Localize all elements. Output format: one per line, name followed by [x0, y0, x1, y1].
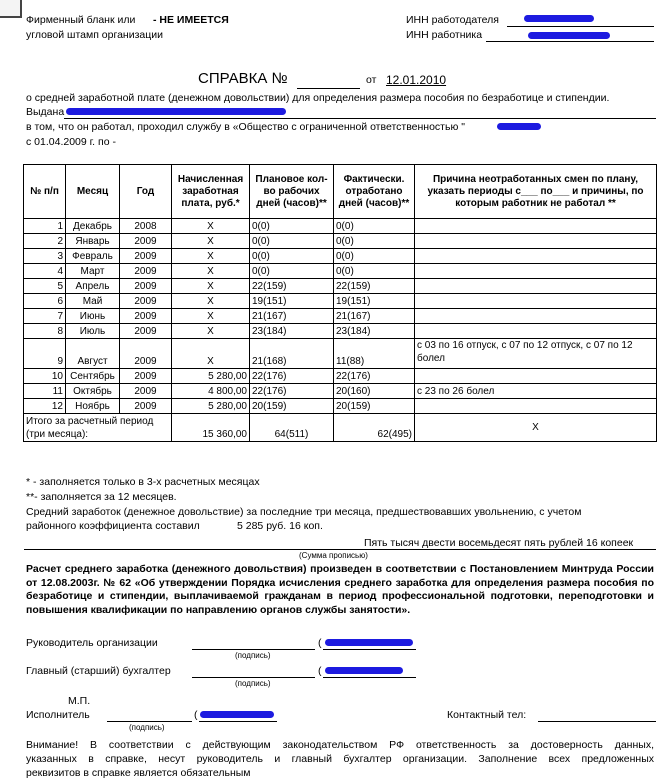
row-year: 2009 — [120, 279, 172, 294]
table-row — [24, 264, 657, 279]
row-accrued: 4 800,00 — [172, 384, 250, 399]
director-name-paren: ( — [318, 637, 322, 649]
row-reason — [415, 219, 657, 234]
stamp-mp-label: М.П. — [68, 695, 91, 707]
amount-in-words: Пять тысяч двести восемьдесят пять рублей 16 копеек — [364, 537, 634, 549]
row-planned: 19(151) — [250, 294, 334, 309]
row-reason: с 23 по 26 болел — [415, 384, 657, 399]
table-row — [24, 399, 657, 414]
issued-name-redaction — [66, 108, 286, 115]
issued-line — [64, 118, 656, 119]
executor-name-line — [199, 721, 277, 722]
inn-employer-redaction — [524, 15, 594, 22]
row-reason — [415, 249, 657, 264]
note-twelve-months: **- заполняется за 12 месяцев. — [26, 491, 177, 503]
warning-line2: указанных в справке, несут руководитель и главный бухгалтер организации. Заполнение всех предложенных — [26, 753, 654, 765]
accountant-name-redaction — [325, 667, 403, 674]
row-accrued: Х — [172, 294, 250, 309]
director-name-redaction — [325, 639, 413, 646]
since-text: с 01.04.2009 г. по - — [26, 136, 116, 148]
executor-signature-line — [107, 721, 192, 722]
row-planned: 0(0) — [250, 219, 334, 234]
row-year: 2009 — [120, 309, 172, 324]
amount-words-caption: (Сумма прописью) — [299, 551, 368, 560]
row-month: Апрель — [66, 279, 120, 294]
row-num: 6 — [24, 294, 66, 309]
row-month: Октябрь — [66, 384, 120, 399]
row-accrued: Х — [172, 249, 250, 264]
average-salary-value: 5 285 руб. 16 коп. — [237, 520, 323, 532]
row-planned: 21(168) — [250, 339, 334, 369]
inn-employer-label: ИНН работодателя — [406, 14, 499, 26]
calculation-basis-text: Расчет среднего заработка (денежного довольствия) произведен в соответствии с Постановлением Минтруда России от 12.08.2003г. № 62 «Об утверждении Порядка исчисления среднего заработка для определения размера пособия по безработице и стипендии, выплачиваемой гражданам в период профессиональной подготовки, переподготовки и повышения квалификации по направлению органов службы занятости». — [26, 563, 654, 616]
executor-signature-caption: (подпись) — [129, 723, 165, 732]
accountant-label: Главный (старший) бухгалтер — [26, 665, 171, 677]
table-row — [24, 384, 657, 399]
contact-phone-line — [538, 721, 656, 722]
stamp-label: угловой штамп организации — [26, 29, 163, 41]
row-month: Июнь — [66, 309, 120, 324]
row-reason — [415, 309, 657, 324]
accountant-name-paren: ( — [318, 665, 322, 677]
certificate-date: 12.01.2010 — [386, 73, 447, 87]
row-actual: 20(159) — [334, 399, 415, 414]
row-actual: 11(88) — [334, 339, 415, 369]
row-year: 2008 — [120, 219, 172, 234]
row-year: 2009 — [120, 339, 172, 369]
director-signature-caption: (подпись) — [235, 651, 271, 660]
row-accrued: Х — [172, 234, 250, 249]
note-three-months: * - заполняется только в 3-х расчетных месяцах — [26, 476, 260, 488]
executor-name-paren: ( — [194, 709, 198, 721]
row-accrued: Х — [172, 279, 250, 294]
director-name-line — [323, 649, 416, 650]
total-actual: 62(495) — [334, 414, 415, 442]
total-accrued: 15 360,00 — [172, 414, 250, 442]
row-reason — [415, 369, 657, 384]
table-row — [24, 324, 657, 339]
amount-words-line — [24, 549, 656, 550]
window-corner-button[interactable] — [0, 0, 22, 18]
row-reason — [415, 399, 657, 414]
table-total-row — [24, 414, 657, 442]
letterhead-label: Фирменный бланк или — [26, 14, 136, 26]
header-accrued: Начисленная заработная плата, руб.* — [172, 165, 250, 219]
accountant-name-line — [323, 677, 416, 678]
row-month: Декабрь — [66, 219, 120, 234]
table-row — [24, 279, 657, 294]
average-salary-line1: Средний заработок (денежное довольствие) за последние три месяца, предшествовавших увольнению, с учетом — [26, 506, 582, 518]
row-reason — [415, 324, 657, 339]
row-planned: 0(0) — [250, 264, 334, 279]
row-reason — [415, 294, 657, 309]
row-year: 2009 — [120, 384, 172, 399]
table-row — [24, 339, 657, 369]
director-signature-line — [192, 649, 315, 650]
inn-employee-redaction — [528, 32, 610, 39]
row-year: 2009 — [120, 249, 172, 264]
row-year: 2009 — [120, 399, 172, 414]
row-actual: 21(167) — [334, 309, 415, 324]
row-accrued: 5 280,00 — [172, 399, 250, 414]
certificate-number-line — [297, 88, 360, 89]
certificate-title: СПРАВКА № — [198, 70, 288, 87]
header-num: № п/п — [24, 165, 66, 219]
row-actual: 20(160) — [334, 384, 415, 399]
inn-employer-line — [507, 26, 654, 27]
average-salary-line2: районного коэффициента составил — [26, 520, 200, 532]
row-actual: 0(0) — [334, 219, 415, 234]
row-accrued: Х — [172, 324, 250, 339]
header-planned: Плановое кол-во рабочих дней (часов)** — [250, 165, 334, 219]
row-num: 3 — [24, 249, 66, 264]
row-actual: 0(0) — [334, 249, 415, 264]
header-actual: Фактически. отработано дней (часов)** — [334, 165, 415, 219]
row-actual: 23(184) — [334, 324, 415, 339]
date-prefix: от — [366, 74, 377, 86]
warning-line1: Внимание! В соответствии с действующим законодательством РФ ответственность за достоверность данных, — [26, 739, 654, 751]
row-accrued: Х — [172, 219, 250, 234]
row-month: Ноябрь — [66, 399, 120, 414]
row-planned: 0(0) — [250, 249, 334, 264]
letterhead-value: - НЕ ИМЕЕТСЯ — [153, 14, 229, 26]
row-reason — [415, 234, 657, 249]
header-month: Месяц — [66, 165, 120, 219]
row-actual: 22(159) — [334, 279, 415, 294]
total-planned: 64(511) — [250, 414, 334, 442]
row-actual: 0(0) — [334, 264, 415, 279]
issued-label: Выдана — [26, 106, 65, 118]
executor-name-redaction — [200, 711, 274, 718]
row-planned: 22(176) — [250, 369, 334, 384]
row-month: Май — [66, 294, 120, 309]
company-name-redaction — [497, 123, 541, 130]
row-planned: 0(0) — [250, 234, 334, 249]
row-num: 1 — [24, 219, 66, 234]
row-planned: 20(159) — [250, 399, 334, 414]
inn-employee-label: ИНН работника — [406, 29, 483, 41]
table-row — [24, 294, 657, 309]
salary-table — [23, 164, 657, 442]
certificate-subject: о средней заработной плате (денежном довольствии) для определения размера пособия по безработице и стипендии. — [26, 92, 610, 104]
row-month: Август — [66, 339, 120, 369]
row-num: 8 — [24, 324, 66, 339]
row-actual: 22(176) — [334, 369, 415, 384]
row-actual: 19(151) — [334, 294, 415, 309]
table-row — [24, 219, 657, 234]
accountant-signature-caption: (подпись) — [235, 679, 271, 688]
contact-phone-label: Контактный тел: — [447, 709, 527, 721]
row-planned: 22(159) — [250, 279, 334, 294]
row-year: 2009 — [120, 264, 172, 279]
row-num: 9 — [24, 339, 66, 369]
accountant-signature-line — [192, 677, 315, 678]
row-month: Февраль — [66, 249, 120, 264]
row-num: 5 — [24, 279, 66, 294]
row-reason — [415, 279, 657, 294]
row-accrued: 5 280,00 — [172, 369, 250, 384]
table-row — [24, 309, 657, 324]
header-reason: Причина неотработанных смен по плану, указать периоды с___ по___ и причины, по которым работник не работал ** — [415, 165, 657, 219]
row-planned: 23(184) — [250, 324, 334, 339]
total-reason: Х — [415, 414, 657, 442]
row-planned: 21(167) — [250, 309, 334, 324]
row-num: 11 — [24, 384, 66, 399]
row-num: 12 — [24, 399, 66, 414]
row-actual: 0(0) — [334, 234, 415, 249]
header-year: Год — [120, 165, 172, 219]
table-row — [24, 369, 657, 384]
row-accrued: Х — [172, 339, 250, 369]
row-month: Июль — [66, 324, 120, 339]
row-num: 7 — [24, 309, 66, 324]
row-num: 10 — [24, 369, 66, 384]
row-month: Январь — [66, 234, 120, 249]
worked-text: в том, что он работал, проходил службу в «Общество с ограниченной ответственностью " — [26, 121, 465, 133]
row-planned: 22(176) — [250, 384, 334, 399]
director-label: Руководитель организации — [26, 637, 158, 649]
row-year: 2009 — [120, 324, 172, 339]
row-num: 2 — [24, 234, 66, 249]
row-year: 2009 — [120, 294, 172, 309]
warning-line3: реквизитов в справке является обязательным — [26, 767, 251, 779]
row-month: Март — [66, 264, 120, 279]
row-accrued: Х — [172, 309, 250, 324]
table-row — [24, 234, 657, 249]
row-year: 2009 — [120, 369, 172, 384]
table-header-row — [24, 165, 657, 219]
row-reason: с 03 по 16 отпуск, с 07 по 12 отпуск, с 07 по 12 болел — [415, 339, 657, 369]
row-reason — [415, 264, 657, 279]
row-year: 2009 — [120, 234, 172, 249]
executor-label: Исполнитель — [26, 709, 90, 721]
row-accrued: Х — [172, 264, 250, 279]
row-num: 4 — [24, 264, 66, 279]
inn-employee-line — [486, 41, 654, 42]
row-month: Сентябрь — [66, 369, 120, 384]
total-label: Итого за расчетный период (три месяца): — [24, 414, 172, 442]
table-row — [24, 249, 657, 264]
